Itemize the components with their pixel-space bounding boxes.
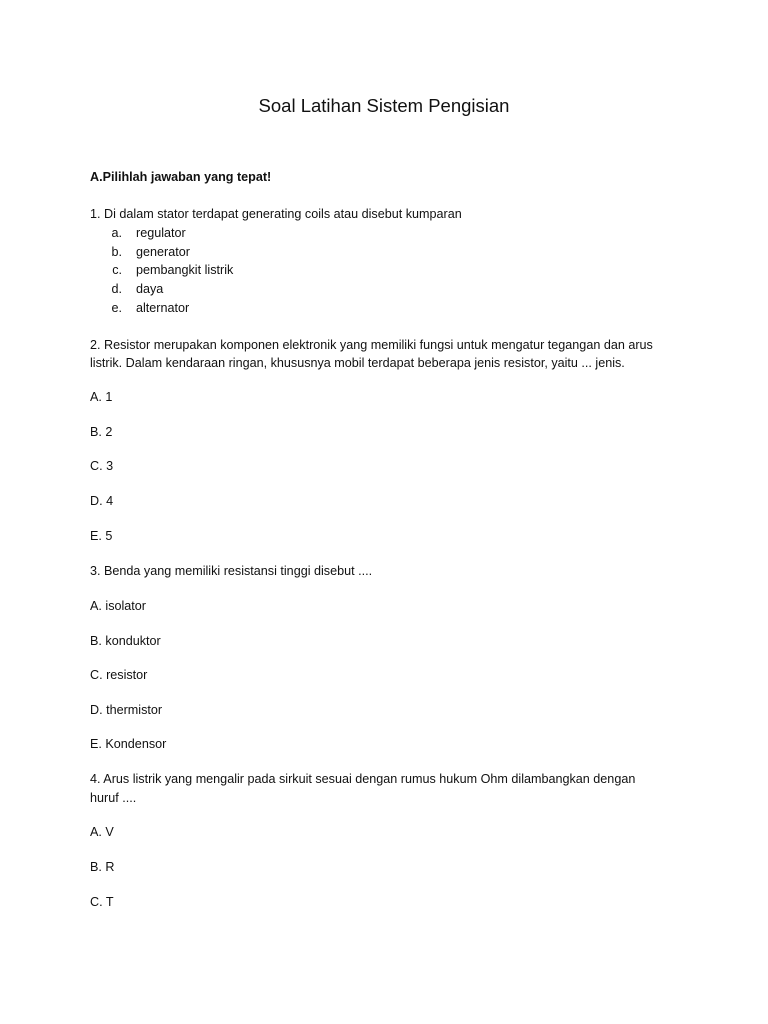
option-marker: d. (111, 282, 122, 296)
q2-option-c: C. 3 (90, 459, 114, 473)
q3-option-d: D. thermistor (90, 703, 163, 717)
option-text: daya (136, 282, 164, 296)
option-marker: a. (111, 226, 122, 240)
question-2-line-1: 2. Resistor merupakan komponen elektronik yang memiliki fungsi untuk mengatur tegangan dan arus (90, 338, 653, 352)
instruction: A.Pilihlah jawaban yang tepat! (90, 170, 272, 184)
q2-option-e: E. 5 (90, 529, 113, 543)
q3-option-a: A. isolator (90, 599, 146, 613)
q2-option-a: A. 1 (90, 390, 113, 404)
question-4-line-2: huruf .... (90, 791, 137, 805)
page-title: Soal Latihan Sistem Pengisian (258, 95, 510, 116)
option-text: generator (136, 245, 190, 259)
option-marker: e. (111, 301, 122, 315)
q3-option-b: B. konduktor (90, 634, 161, 648)
q4-option-b: B. R (90, 860, 115, 874)
question-4-line-1: 4. Arus listrik yang mengalir pada sirkuit sesuai dengan rumus hukum Ohm dilambangkan dengan (90, 772, 636, 786)
q3-option-e: E. Kondensor (90, 737, 167, 751)
option-text: regulator (136, 226, 186, 240)
question-2-line-2: listrik. Dalam kendaraan ringan, khususnya mobil terdapat beberapa jenis resistor, yaitu ... jenis. (90, 356, 625, 370)
option-text: pembangkit listrik (136, 263, 234, 277)
q2-option-d: D. 4 (90, 494, 114, 508)
q4-option-c: C. T (90, 895, 114, 909)
q2-option-b: B. 2 (90, 425, 113, 439)
q3-option-c: C. resistor (90, 668, 148, 682)
question-3: 3. Benda yang memiliki resistansi tinggi disebut .... (90, 564, 373, 578)
option-text: alternator (136, 301, 190, 315)
q4-option-a: A. V (90, 825, 114, 839)
question-1: 1. Di dalam stator terdapat generating coils atau disebut kumparan (90, 207, 462, 221)
option-marker: b. (111, 245, 122, 259)
option-marker: c. (112, 263, 122, 277)
